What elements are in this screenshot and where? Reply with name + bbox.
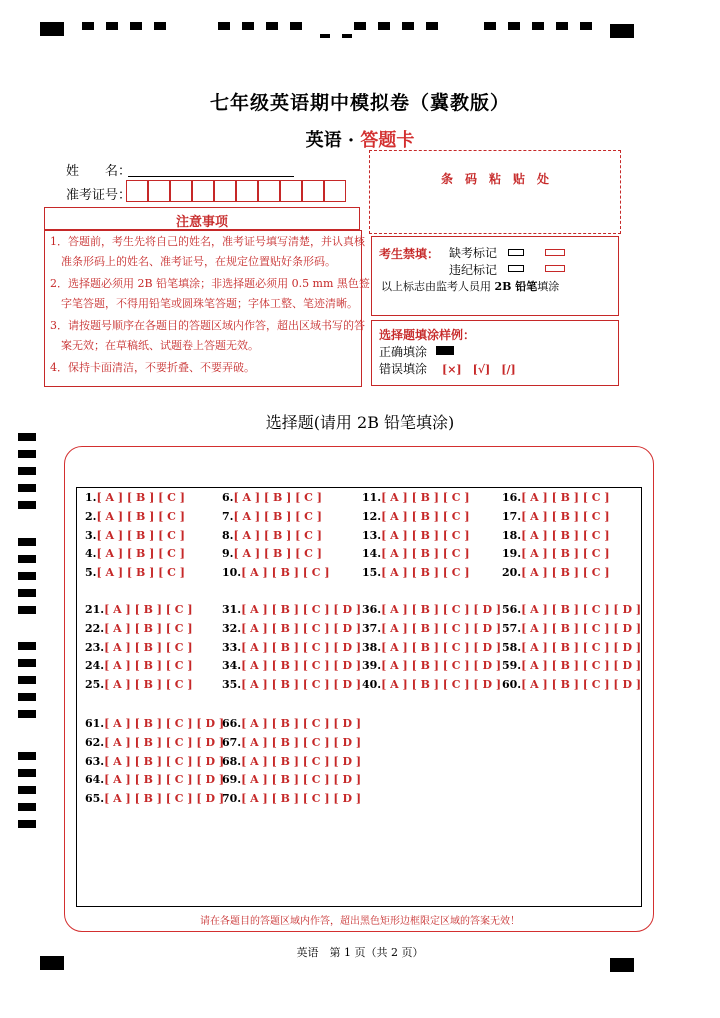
id-digit-box[interactable] xyxy=(126,180,148,202)
timing-mark xyxy=(106,22,118,30)
question-item[interactable] xyxy=(502,641,641,654)
page-number: 英语 第 1 页（共 2 页） xyxy=(296,946,424,959)
timing-mark xyxy=(342,34,352,38)
note-line: 1．答题前，考生先将自己的姓名，准考证号填写清楚，并认真核 xyxy=(50,235,365,248)
answer-options[interactable]: [ A ] [ B ] [ C ] [ D ] xyxy=(521,659,642,673)
answer-options[interactable]: [ A ] [ B ] [ C ] xyxy=(381,547,470,561)
timing-mark xyxy=(378,22,390,30)
question-number: 2. xyxy=(85,509,97,523)
card-subtitle xyxy=(0,126,720,152)
question-number: 20. xyxy=(502,566,522,580)
question-number: 34. xyxy=(222,659,242,673)
question-item[interactable] xyxy=(502,622,641,635)
correct-label: 正确填涂 xyxy=(379,345,428,359)
question-item[interactable] xyxy=(222,529,322,542)
answer-options[interactable]: [ A ] [ B ] [ C ] [ D ] xyxy=(241,640,362,654)
timing-mark xyxy=(508,22,520,30)
question-number: 62. xyxy=(85,735,105,749)
forbid-note xyxy=(381,278,559,294)
timing-mark xyxy=(320,34,330,38)
violation-mark-red[interactable] xyxy=(545,265,565,272)
answer-options[interactable]: [ A ] [ B ] [ C ] [ D ] xyxy=(241,603,362,616)
answer-options[interactable]: [ A ] [ B ] [ C ] xyxy=(96,491,185,504)
footer-warning: 请在各题目的答题区域内作答，超出黑色矩形边框限定区域的答案无效！ xyxy=(200,916,520,927)
answer-options[interactable]: [ A ] [ B ] [ C ] [ D ] xyxy=(521,640,642,654)
question-number: 12. xyxy=(362,509,382,523)
side-mark xyxy=(18,642,36,650)
timing-mark xyxy=(266,22,278,30)
question-number: 17. xyxy=(502,509,522,523)
side-mark xyxy=(18,803,36,811)
answer-options[interactable]: [ A ] [ B ] [ C ] xyxy=(233,491,322,504)
side-mark xyxy=(18,676,36,684)
question-number: 38. xyxy=(362,640,382,654)
side-mark xyxy=(18,467,36,475)
question-number: 3. xyxy=(85,528,97,542)
question-item[interactable] xyxy=(502,547,610,560)
forbid-note-pre: 以上标志由监考人员用 xyxy=(381,280,491,293)
question-item[interactable] xyxy=(362,622,501,635)
question-item[interactable] xyxy=(362,603,501,616)
side-mark xyxy=(18,572,36,580)
answer-options[interactable]: [ A ] [ B ] [ C ] xyxy=(381,509,470,523)
answer-options[interactable]: [ A ] [ B ] [ C ] xyxy=(96,509,185,523)
question-number: 21. xyxy=(85,603,105,616)
question-number: 15. xyxy=(362,566,382,580)
id-digit-box[interactable] xyxy=(302,180,324,202)
question-number: 69. xyxy=(222,773,242,787)
question-number: 25. xyxy=(85,678,105,692)
wrong-label: 错误填涂 xyxy=(379,362,428,376)
note-line: 案无效；在草稿纸、试题卷上答题无效。 xyxy=(50,339,259,352)
question-number: 6. xyxy=(222,491,234,504)
question-number: 57. xyxy=(502,621,522,635)
answer-options[interactable]: [ A ] [ B ] [ C ] [ D ] xyxy=(241,773,362,787)
answer-options[interactable]: [ A ] [ B ] [ C ] [ D ] xyxy=(104,754,225,768)
absent-mark-red[interactable] xyxy=(545,249,565,256)
note-line: 准条形码上的姓名、准考证号，在规定位置贴好条形码。 xyxy=(50,255,336,268)
dot-separator: · xyxy=(347,130,355,151)
question-item[interactable] xyxy=(502,603,641,616)
question-number: 35. xyxy=(222,678,242,692)
timing-mark xyxy=(426,22,438,30)
question-number: 18. xyxy=(502,528,522,542)
name-label: 姓 名： xyxy=(66,164,132,179)
question-item[interactable] xyxy=(362,678,501,691)
note-line: 3．请按题号顺序在各题目的答题区域内作答，超出区域书写的答 xyxy=(50,319,365,332)
side-mark xyxy=(18,710,36,718)
question-item[interactable] xyxy=(85,678,193,691)
section-title: 选择题(请用 2B 铅笔填涂) xyxy=(265,413,455,432)
question-item[interactable] xyxy=(85,491,185,504)
answer-options[interactable]: [ A ] [ B ] [ C ] [ D ] xyxy=(241,621,362,635)
question-item[interactable] xyxy=(85,547,185,560)
side-mark xyxy=(18,433,36,441)
question-number: 37. xyxy=(362,621,382,635)
answer-options[interactable]: [ A ] [ B ] [ C ] [ D ] xyxy=(241,717,362,730)
answer-options[interactable]: [ A ] [ B ] [ C ] [ D ] xyxy=(521,603,642,616)
question-item[interactable] xyxy=(362,641,501,654)
answer-options[interactable]: [ A ] [ B ] [ C ] xyxy=(96,547,185,561)
corner-mark-top-right xyxy=(610,24,634,38)
timing-mark xyxy=(154,22,166,30)
question-item[interactable] xyxy=(222,622,361,635)
id-digit-box[interactable] xyxy=(236,180,258,202)
violation-mark-black[interactable] xyxy=(508,265,524,272)
side-mark xyxy=(18,820,36,828)
barcode-label: 条 码 粘 贴 处 xyxy=(440,172,549,186)
question-item[interactable] xyxy=(502,491,610,504)
id-digit-box[interactable] xyxy=(258,180,280,202)
question-number: 67. xyxy=(222,735,242,749)
answer-options[interactable]: [ A ] [ B ] [ C ] xyxy=(233,509,322,523)
violation-label: 违纪标记 xyxy=(449,263,498,277)
question-number: 16. xyxy=(502,491,522,504)
answer-options[interactable]: [ A ] [ B ] [ C ] xyxy=(104,621,193,635)
question-number: 10. xyxy=(222,566,242,580)
correct-fill-sample xyxy=(436,346,454,355)
note-line: 4．保持卡面清洁，不要折叠、不要弄破。 xyxy=(50,361,255,374)
timing-mark xyxy=(242,22,254,30)
question-number: 24. xyxy=(85,659,105,673)
answer-options[interactable]: [ A ] [ B ] [ C ] xyxy=(521,491,610,504)
question-item[interactable] xyxy=(222,510,322,523)
forbid-note-bold: 2B 铅笔 xyxy=(494,280,538,293)
corner-mark-bottom-left xyxy=(40,956,64,970)
answer-options[interactable]: [ A ] [ B ] [ C ] [ D ] xyxy=(381,603,502,616)
question-number: 1. xyxy=(85,491,97,504)
question-item[interactable] xyxy=(222,717,361,730)
question-item[interactable] xyxy=(85,773,224,786)
question-number: 33. xyxy=(222,640,242,654)
answer-options[interactable]: [ A ] [ B ] [ C ] xyxy=(521,509,610,523)
question-number: 23. xyxy=(85,640,105,654)
question-number: 7. xyxy=(222,509,234,523)
id-digit-box[interactable] xyxy=(192,180,214,202)
answer-options[interactable]: [ A ] [ B ] [ C ] [ D ] xyxy=(241,792,362,806)
answer-options[interactable]: [ A ] [ B ] [ C ] xyxy=(521,566,610,580)
question-item[interactable] xyxy=(362,547,470,560)
question-item[interactable] xyxy=(362,529,470,542)
question-number: 39. xyxy=(362,659,382,673)
answer-options[interactable]: [ A ] [ B ] [ C ] xyxy=(381,528,470,542)
question-number: 13. xyxy=(362,528,382,542)
question-item[interactable] xyxy=(85,529,185,542)
question-item[interactable] xyxy=(85,603,193,616)
question-item[interactable] xyxy=(222,755,361,768)
question-number: 14. xyxy=(362,547,382,561)
timing-mark xyxy=(402,22,414,30)
question-item[interactable] xyxy=(362,510,470,523)
answer-options[interactable]: [ A ] [ B ] [ C ] xyxy=(241,566,330,580)
question-item[interactable] xyxy=(502,510,610,523)
answer-options[interactable]: [ A ] [ B ] [ C ] [ D ] xyxy=(521,621,642,635)
answer-options[interactable]: [ A ] [ B ] [ C ] xyxy=(104,678,193,692)
question-item[interactable] xyxy=(85,792,224,805)
question-number: 58. xyxy=(502,640,522,654)
question-item[interactable] xyxy=(222,603,361,616)
question-item[interactable] xyxy=(362,566,470,579)
wrong-marks: [×] [√] [/] xyxy=(442,363,516,376)
timing-mark xyxy=(484,22,496,30)
id-digit-box[interactable] xyxy=(324,180,346,202)
subject-label: 英语 xyxy=(305,130,342,151)
timing-mark xyxy=(532,22,544,30)
question-item[interactable] xyxy=(222,566,330,579)
question-number: 4. xyxy=(85,547,97,561)
question-number: 64. xyxy=(85,773,105,787)
question-number: 31. xyxy=(222,603,242,616)
answer-options[interactable]: [ A ] [ B ] [ C ] xyxy=(521,547,610,561)
answer-options[interactable]: [ A ] [ B ] [ C ] [ D ] xyxy=(381,640,502,654)
side-mark xyxy=(18,538,36,546)
answer-options[interactable]: [ A ] [ B ] [ C ] [ D ] xyxy=(241,678,362,692)
name-field[interactable] xyxy=(128,162,294,177)
answer-options[interactable]: [ A ] [ B ] [ C ] xyxy=(381,491,470,504)
timing-mark xyxy=(290,22,302,30)
timing-mark xyxy=(218,22,230,30)
question-number: 9. xyxy=(222,547,234,561)
question-item[interactable] xyxy=(85,755,224,768)
id-digit-box[interactable] xyxy=(170,180,192,202)
answer-options[interactable]: [ A ] [ B ] [ C ] [ D ] xyxy=(104,735,225,749)
side-mark xyxy=(18,589,36,597)
question-item[interactable] xyxy=(222,491,322,504)
question-number: 70. xyxy=(222,792,242,806)
question-item[interactable] xyxy=(222,736,361,749)
sample-title: 选择题填涂样例： xyxy=(379,328,476,342)
answer-options[interactable]: [ A ] [ B ] [ C ] [ D ] xyxy=(381,659,502,673)
answer-options[interactable]: [ A ] [ B ] [ C ] xyxy=(96,528,185,542)
id-digit-box[interactable] xyxy=(280,180,302,202)
barcode-area[interactable] xyxy=(369,150,621,234)
question-item[interactable] xyxy=(222,678,361,691)
question-number: 61. xyxy=(85,717,105,730)
side-mark xyxy=(18,786,36,794)
answer-options[interactable]: [ A ] [ B ] [ C ] [ D ] xyxy=(241,735,362,749)
corner-mark-top-left xyxy=(40,22,64,36)
question-number: 32. xyxy=(222,621,242,635)
side-mark xyxy=(18,501,36,509)
timing-mark xyxy=(354,22,366,30)
question-item[interactable] xyxy=(362,491,470,504)
question-item[interactable] xyxy=(85,510,185,523)
question-item[interactable] xyxy=(362,659,501,672)
exam-id-label: 准考证号： xyxy=(66,188,132,203)
question-item[interactable] xyxy=(85,566,185,579)
question-item[interactable] xyxy=(222,641,361,654)
question-item[interactable] xyxy=(222,792,361,805)
answer-card-label: 答题卡 xyxy=(360,130,415,151)
question-item[interactable] xyxy=(85,622,193,635)
question-number: 68. xyxy=(222,754,242,768)
absent-label: 缺考标记 xyxy=(449,246,498,260)
answer-options[interactable]: [ A ] [ B ] [ C ] [ D ] xyxy=(381,678,502,692)
answer-options[interactable]: [ A ] [ B ] [ C ] xyxy=(381,566,470,580)
question-number: 8. xyxy=(222,528,234,542)
question-item[interactable] xyxy=(85,717,224,730)
exam-title: 七年级英语期中模拟卷（冀教版） xyxy=(209,92,510,114)
question-number: 36. xyxy=(362,603,382,616)
answer-options[interactable]: [ A ] [ B ] [ C ] [ D ] xyxy=(521,678,642,692)
question-number: 5. xyxy=(85,566,97,580)
absent-mark-black[interactable] xyxy=(508,249,524,256)
question-number: 40. xyxy=(362,678,382,692)
timing-mark xyxy=(130,22,142,30)
side-mark xyxy=(18,606,36,614)
question-item[interactable] xyxy=(502,678,641,691)
question-number: 63. xyxy=(85,754,105,768)
timing-mark xyxy=(580,22,592,30)
question-number: 11. xyxy=(362,491,382,504)
question-number: 22. xyxy=(85,621,105,635)
question-item[interactable] xyxy=(502,529,610,542)
answer-options[interactable]: [ A ] [ B ] [ C ] xyxy=(104,603,193,616)
corner-mark-bottom-right xyxy=(610,958,634,972)
answer-options[interactable]: [ A ] [ B ] [ C ] [ D ] xyxy=(104,717,225,730)
question-item[interactable] xyxy=(85,641,193,654)
side-mark xyxy=(18,693,36,701)
id-digit-box[interactable] xyxy=(148,180,170,202)
side-mark xyxy=(18,555,36,563)
notes-heading: 注意事项 xyxy=(175,215,228,230)
id-digit-box[interactable] xyxy=(214,180,236,202)
answer-options[interactable]: [ A ] [ B ] [ C ] xyxy=(233,547,322,561)
question-item[interactable] xyxy=(502,566,610,579)
question-item[interactable] xyxy=(85,659,193,672)
note-line: 字笔答题，不得用铅笔或圆珠笔答题；字体工整、笔迹清晰。 xyxy=(50,297,358,310)
forbid-title: 考生禁填： xyxy=(379,247,440,261)
answer-options[interactable]: [ A ] [ B ] [ C ] xyxy=(104,659,193,673)
answer-options[interactable]: [ A ] [ B ] [ C ] [ D ] xyxy=(381,621,502,635)
answer-options[interactable]: [ A ] [ B ] [ C ] xyxy=(104,640,193,654)
answer-options[interactable]: [ A ] [ B ] [ C ] [ D ] xyxy=(104,773,225,787)
question-item[interactable] xyxy=(222,659,361,672)
answer-options[interactable]: [ A ] [ B ] [ C ] xyxy=(233,528,322,542)
note-line: 2．选择题必须用 2B 铅笔填涂；非选择题必须用 0.5 mm 黑色签 xyxy=(50,277,370,290)
answer-options[interactable]: [ A ] [ B ] [ C ] [ D ] xyxy=(104,792,225,806)
question-number: 66. xyxy=(222,717,242,730)
question-number: 65. xyxy=(85,792,105,806)
side-mark xyxy=(18,450,36,458)
timing-mark xyxy=(82,22,94,30)
side-mark xyxy=(18,752,36,760)
question-number: 56. xyxy=(502,603,522,616)
question-item[interactable] xyxy=(502,659,641,672)
timing-mark xyxy=(556,22,568,30)
side-mark xyxy=(18,769,36,777)
forbid-note-post: 填涂 xyxy=(537,280,560,293)
question-item[interactable] xyxy=(222,547,322,560)
question-number: 19. xyxy=(502,547,522,561)
question-item[interactable] xyxy=(85,736,224,749)
answer-options[interactable]: [ A ] [ B ] [ C ] xyxy=(96,566,185,580)
side-mark xyxy=(18,659,36,667)
answer-options[interactable]: [ A ] [ B ] [ C ] [ D ] xyxy=(241,659,362,673)
answer-options[interactable]: [ A ] [ B ] [ C ] xyxy=(521,528,610,542)
answer-options[interactable]: [ A ] [ B ] [ C ] [ D ] xyxy=(241,754,362,768)
question-number: 60. xyxy=(502,678,522,692)
question-number: 59. xyxy=(502,659,522,673)
side-mark xyxy=(18,484,36,492)
question-item[interactable] xyxy=(222,773,361,786)
